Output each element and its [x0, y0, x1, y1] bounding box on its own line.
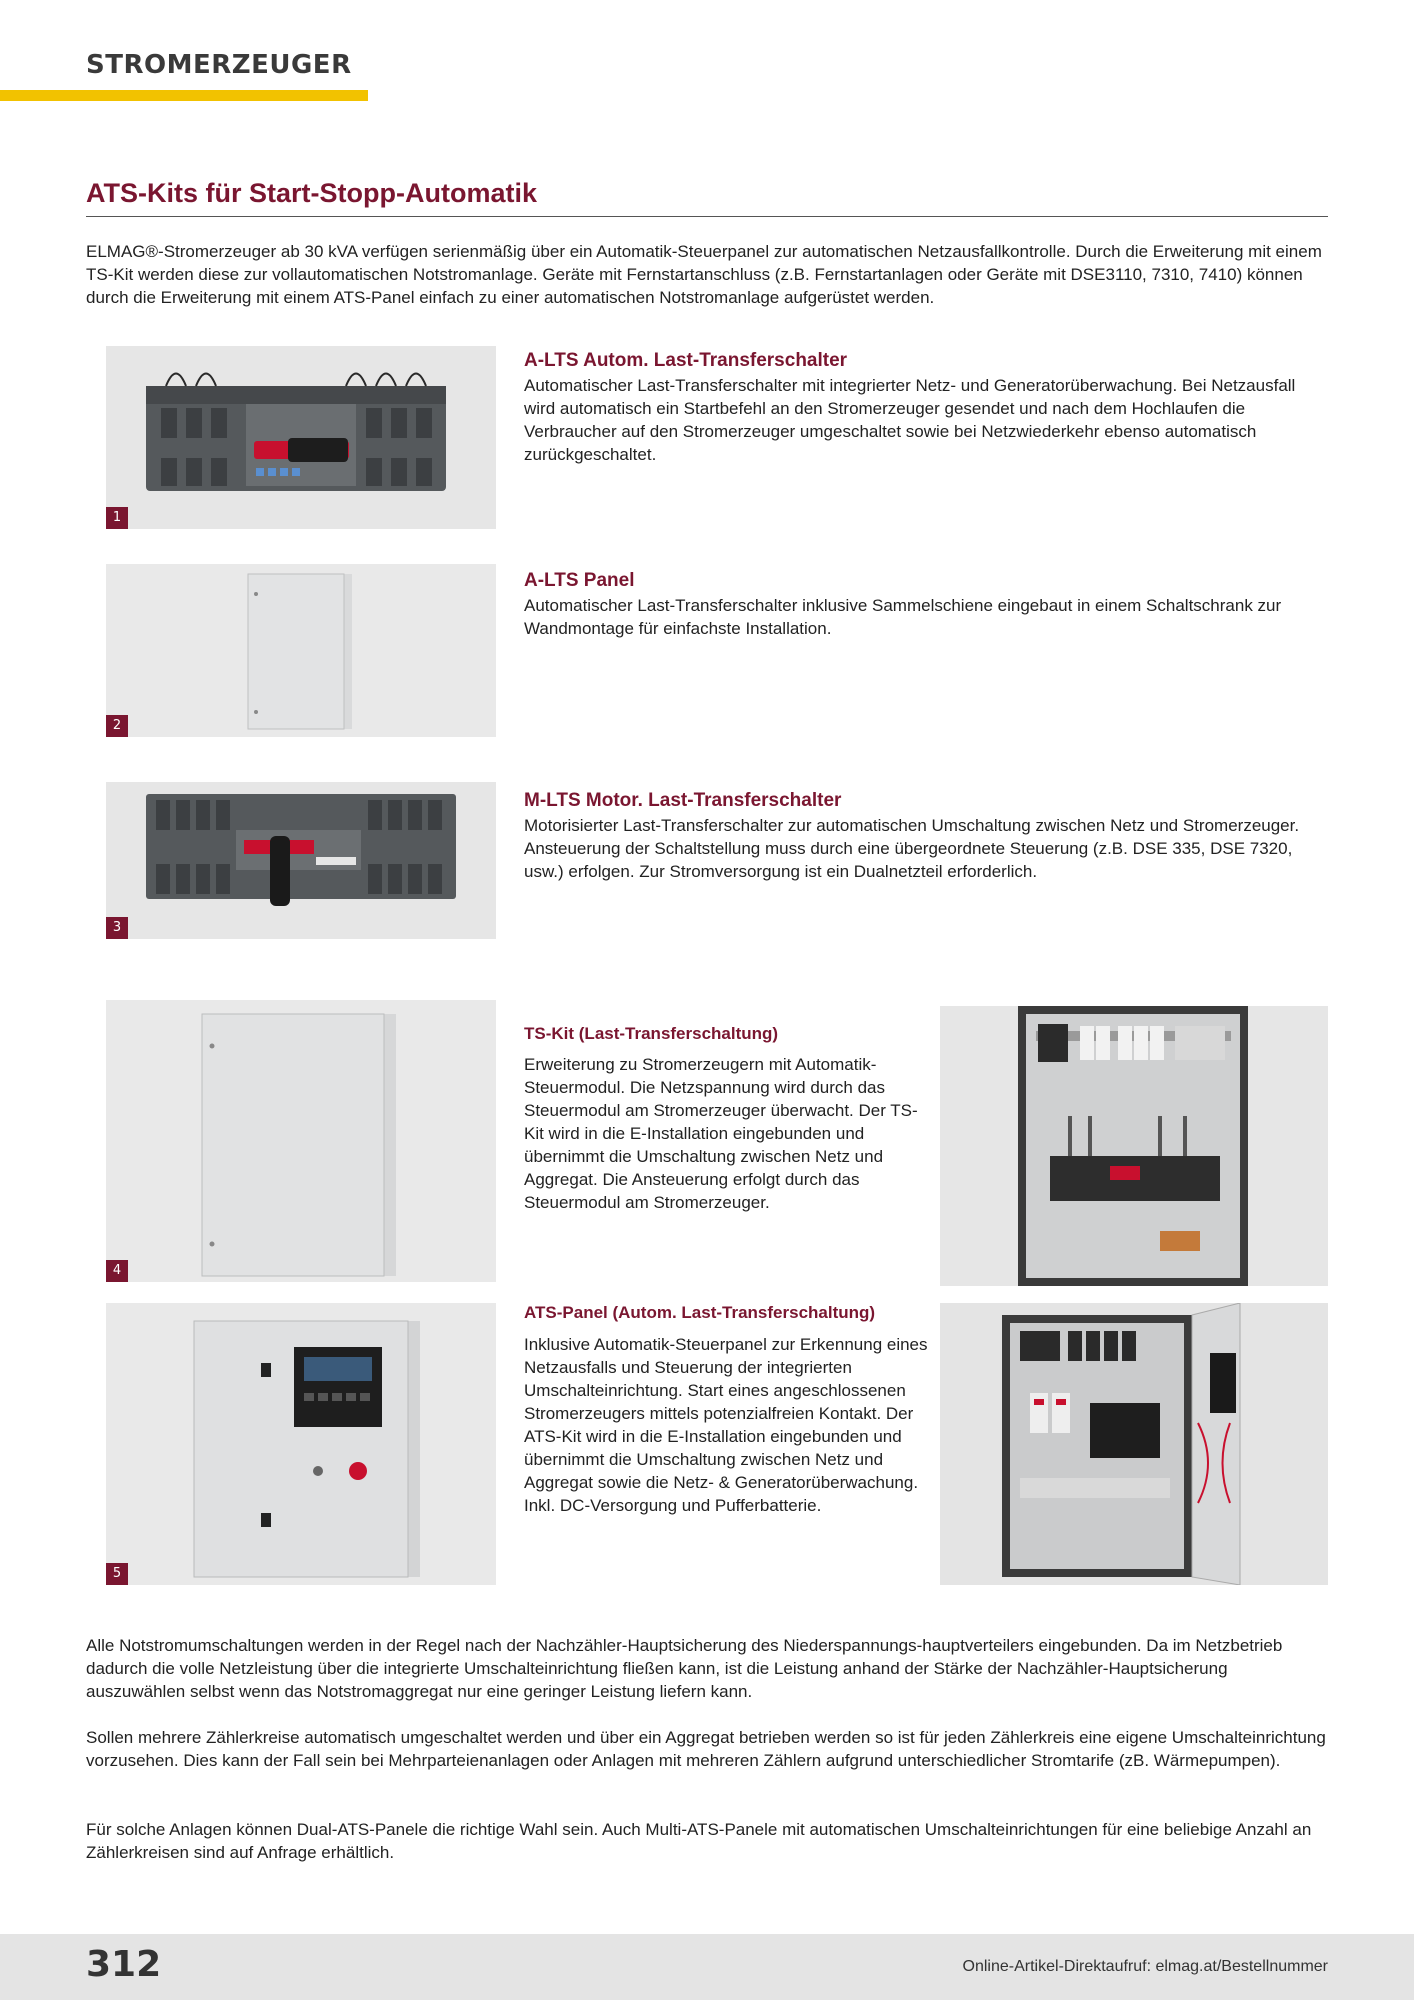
wall-cabinet-illustration [106, 564, 496, 737]
transfer-switch-illustration [106, 346, 496, 529]
intro-paragraph: ELMAG®-Stromerzeuger ab 30 kVA verfügen serienmäßig über ein Automatik-Steuerpanel zur automatischen Netzausfallkontrolle. Durch die Erweiterung mit einem TS-Kit werden diese zur vollautomatischen Notstromanlage. Geräte mit Fernstartanschluss (z.B. Fernstartanlagen oder Geräte mit DSE3110, 7310, 7410) können durch die Erweiterung mit einem ATS-Panel einfach zu einer automatischen Notstromanlage aufgerüstet werden. [86, 242, 1322, 307]
category-heading: STROMERZEUGER [86, 50, 352, 80]
product-title: ATS-Panel (Autom. Last-Transferschaltung) [524, 1303, 876, 1322]
page-footer [0, 1934, 1414, 2000]
info-paragraph: Sollen mehrere Zählerkreise automatisch umgeschaltet werden und über ein Aggregat betrieben werden so ist für jeden Zählerkreis eine eigene Umschalteinrichtung vorzusehen. Dies kann der Fall sein bei Mehrparteienanlagen oder Anlagen mit mehreren Zählern aufgrund unterschiedlicher Stromtarife (zB. Wärmepumpen). [86, 1728, 1326, 1770]
info-paragraph: Für solche Anlagen können Dual-ATS-Panele die richtige Wahl sein. Auch Multi-ATS-Panele mit automatischen Umschalteinrichtungen für eine beliebige Anzahl an Zählerkreisen sind auf Anfrage erhältlich. [86, 1820, 1312, 1862]
product-title: M-LTS Motor. Last-Transferschalter [524, 790, 842, 811]
product-description: Inklusive Automatik-Steuerpanel zur Erkennung eines Netzausfalls und Steuerung der integrierten Umschalteinrichtung. Start eines angeschlossenen Stromerzeugers mittels potenzialfreien Kontakt. Der ATS-Kit wird in die E-Installation eingebunden und übernimmt die Umschaltung zwischen Netz und Aggregat sowie die Netz- & Generatorüberwachung. Inkl. DC-Versorgung und Pufferbatterie. [524, 1335, 928, 1515]
product-description: Automatischer Last-Transferschalter inklusive Sammelschiene eingebaut in einem Schaltschrank zur Wandmontage für einfachste Installation. [524, 596, 1282, 638]
product-title: A-LTS Autom. Last-Transferschalter [524, 350, 848, 371]
product-image-ats-panel [106, 1303, 496, 1585]
page-number: 312 [86, 1944, 162, 1985]
product-image-ts-kit-interior [940, 1006, 1328, 1286]
category-accent-bar [0, 90, 368, 101]
product-image-ts-kit [106, 1000, 496, 1282]
product-image-m-lts-switch [106, 782, 496, 939]
product-title: A-LTS Panel [524, 570, 635, 591]
section-divider [86, 216, 1328, 217]
product-description: Erweiterung zu Stromerzeugern mit Automatik-Steuermodul. Die Netzspannung wird durch das Steuermodul am Stromerzeuger überwacht. Der TS-Kit wird in die E-Installation eingebunden und übernimmt die Umschaltung zwischen Netz und Aggregat. Die Ansteuerung erfolgt durch das Steuermodul am Stromerzeuger. [524, 1055, 918, 1212]
online-reference: Online-Artikel-Direktaufruf: elmag.at/Bestellnummer [962, 1958, 1328, 1975]
product-description: Motorisierter Last-Transferschalter zur automatischen Umschaltung zwischen Netz und Stromerzeuger. Ansteuerung der Schaltstellung muss durch eine übergeordnete Steuerung (z.B. DSE 335, DSE 7320, usw.) erfolgen. Zur Stromversorgung ist ein Dualnetzteil erforderlich. [524, 816, 1300, 881]
open-panel-illustration [940, 1303, 1328, 1585]
ats-panel-illustration [106, 1303, 496, 1585]
product-number-badge: 3 [106, 917, 128, 939]
product-image-a-lts-panel [106, 564, 496, 737]
info-paragraph: Alle Notstromumschaltungen werden in der Regel nach der Nachzähler-Hauptsicherung des Niederspannungs-hauptverteilers eingebunden. Da im Netzbetrieb dadurch die volle Netzleistung über die integrierte Umschalteinrichtung fließen kann, ist die Leistung anhand der Stärke der Nachzähler-Hauptsicherung auszuwählen selbst wenn das Notstromaggregat nur eine geringer Leistung liefern kann. [86, 1636, 1283, 1701]
product-image-a-lts-switch [106, 346, 496, 529]
product-number-badge: 1 [106, 507, 128, 529]
product-title: TS-Kit (Last-Transferschaltung) [524, 1024, 779, 1043]
motorized-switch-illustration [106, 782, 496, 939]
product-number-badge: 4 [106, 1260, 128, 1282]
section-title: ATS-Kits für Start-Stopp-Automatik [86, 178, 537, 208]
ts-kit-cabinet-illustration [106, 1000, 496, 1282]
product-description: Automatischer Last-Transferschalter mit integrierter Netz- und Generatorüberwachung. Bei Netzausfall wird automatisch ein Startbefehl an den Stromerzeuger gesendet und nach dem Hochlaufen die Verbraucher auf den Stromerzeuger umgeschaltet sowie bei Netzwiederkehr ebenso automatisch zurückgeschaltet. [524, 376, 1296, 464]
product-number-badge: 2 [106, 715, 128, 737]
cabinet-interior-illustration [940, 1006, 1328, 1286]
product-number-badge: 5 [106, 1563, 128, 1585]
product-image-ats-panel-interior [940, 1303, 1328, 1585]
